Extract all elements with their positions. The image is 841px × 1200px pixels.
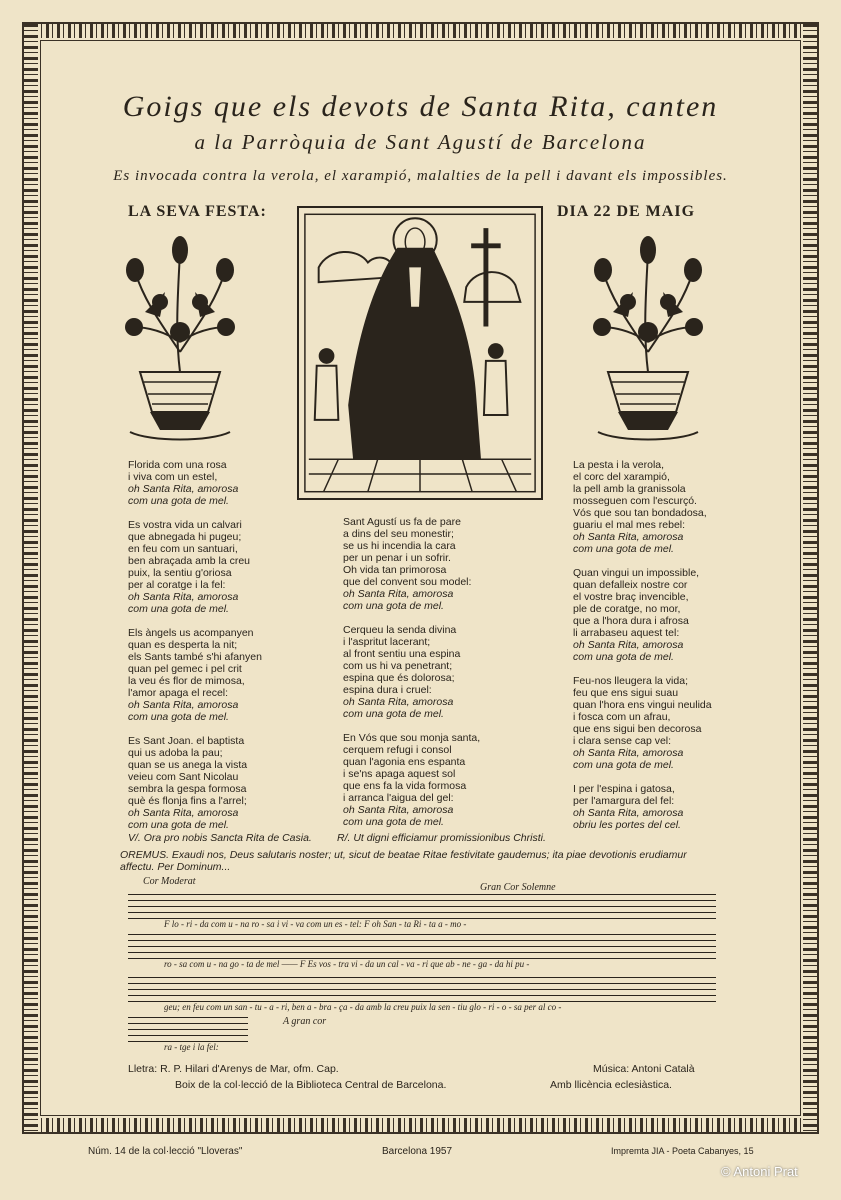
music-score [128, 876, 716, 1051]
poem-line: el vostre braç invencible, [573, 591, 689, 603]
poem-line: com una gota de mel. [128, 603, 229, 615]
poem-line: que abnegada hi pugeu; [128, 531, 242, 543]
poem-line: quan l'hora ens vingui neulida [573, 699, 712, 711]
flower-vase-left-icon [120, 232, 240, 442]
poem-line: I per l'espina i gatosa, [573, 783, 675, 795]
poem-column-3 [573, 459, 712, 831]
poem-line: la pell amb la granissola [573, 483, 686, 495]
poem-line: i viva com un estel, [128, 471, 218, 483]
lyrics-line-4: ra - tge i la fel: [164, 1042, 219, 1052]
poem-line: guariu el mal mes rebel: [573, 519, 686, 531]
poem-line: i clara sense cap vel: [573, 735, 672, 747]
poem-line: qui us adoba la pau; [128, 747, 223, 759]
ornament-band-top [24, 24, 817, 38]
poem-line: En Vós que sou monja santa, [343, 732, 481, 744]
lyrics-line-1: F lo - ri - da com u - na ro - sa i vi - va com un es - tel: F oh San - ta Ri - ta a - mo - [164, 919, 467, 929]
poem-line: Quan vingui un impossible, [573, 567, 700, 579]
oremus-line-2: affectu. Per Dominum... [120, 861, 231, 873]
footer-printer: Impremta JIA - Poeta Cabanyes, 15 [611, 1146, 754, 1156]
poem-line: Cerqueu la senda divina [343, 624, 457, 636]
flower-vase-right-icon [588, 232, 708, 442]
tempo-mark-3: A gran cor [283, 1016, 327, 1027]
poem-line: Feu-nos lleugera la vida; [573, 675, 688, 687]
invocation-line: Es invocada contra la verola, el xarampió, malalties de la pell i davant els impossibles. [113, 168, 728, 184]
poem-line: ben abraçada amb la creu [128, 555, 250, 567]
stave-2 [128, 934, 716, 958]
poem-line: quan pel gemec i pel crit [128, 663, 242, 675]
poem-column-1 [128, 459, 262, 831]
stanza-gap [128, 507, 262, 519]
poem-line: que ens sigui ben decorosa [573, 723, 702, 735]
poem-line: cerquem refugi i consol [343, 744, 452, 756]
poem-line: com una gota de mel. [128, 495, 229, 507]
poem-line: sembra la gespa formosa [128, 783, 247, 795]
poem-line: i se'ns apaga aquest sol [343, 768, 456, 780]
poem-line: com una gota de mel. [128, 711, 229, 723]
poem-line: Els àngels us acompanyen [128, 627, 254, 639]
poem-line: Es vostra vida un calvari [128, 519, 242, 531]
stave-1 [128, 894, 716, 918]
poem-line: que a l'hora dura i afrosa [573, 615, 689, 627]
poem-line: oh Santa Rita, amorosa [573, 531, 684, 543]
poem-line: quan se us anega la vista [128, 759, 248, 771]
poem-line: oh Santa Rita, amorosa [573, 639, 684, 651]
page-subtitle: a la Parròquia de Sant Agustí de Barcelona [194, 130, 647, 154]
poem-line: oh Santa Rita, amorosa [343, 588, 454, 600]
poem-line: puix, la sentiu g'oriosa [128, 567, 232, 579]
stave-3 [128, 977, 716, 1001]
poem-line: Sant Agustí us fa de pare [343, 516, 461, 528]
response: R/. Ut digni efficiamur promissionibus Christi. [337, 832, 546, 844]
stanza-gap [128, 615, 262, 627]
poem-line: com us hi va penetrant; [343, 660, 453, 672]
poem-line: i fosca com un afrau, [573, 711, 671, 723]
poem-line: per un penar i un sofrir. [343, 552, 451, 564]
credits-music: Música: Antoni Català [593, 1063, 695, 1075]
oremus-line-1: OREMUS. Exaudi nos, Deus salutaris noster; ut, sicut de beatae Ritae festivitate gaudemus; ita piae devotionis erudiamur [120, 849, 687, 861]
poem-line: i arranca l'aigua del gel: [343, 792, 454, 804]
poem-line: quan l'agonia ens espanta [343, 756, 466, 768]
poem-column-2 [343, 516, 480, 828]
ornament-band-bottom [24, 1118, 817, 1132]
poem-line: per al coratge i la fel: [128, 579, 226, 591]
lyrics-line-2: ro - sa com u - na go - ta de mel —— F Es vos - tra vi - da un cal - va - ri que ab - ne - ga - da hi pu - [164, 959, 530, 969]
footer-collection-number: Núm. 14 de la col·lecció "Lloveras" [88, 1146, 243, 1157]
poem-line: per l'amargura del fel: [573, 795, 675, 807]
poem-line: al front sentiu una espina [343, 648, 461, 660]
poem-line: com una gota de mel. [573, 543, 674, 555]
stanza-gap [573, 771, 712, 783]
poem-line: oh Santa Rita, amorosa [128, 807, 239, 819]
poem-line: oh Santa Rita, amorosa [128, 699, 239, 711]
poem-line: el corc del xarampió, [573, 471, 670, 483]
lyrics-line-3: geu; en feu com un san - tu - a - ri, ben a - bra - ça - da amb la creu puix la sen - tiu glo - ri - o - sa per al co - [164, 1002, 562, 1012]
poem-line: com una gota de mel. [343, 600, 444, 612]
poem-line: com una gota de mel. [573, 651, 674, 663]
stanza-gap [573, 555, 712, 567]
poem-line: els Sants també s'hi afanyen [128, 651, 262, 663]
poem-line: Oh vida tan primorosa [343, 564, 447, 576]
stave-4 [128, 1017, 248, 1041]
poem-line: oh Santa Rita, amorosa [128, 483, 239, 495]
poem-line: oh Santa Rita, amorosa [573, 807, 684, 819]
credits-boix: Boix de la col·lecció de la Biblioteca Central de Barcelona. [175, 1079, 447, 1091]
poem-line: ple de coratge, no mor, [573, 603, 681, 615]
footer-city-year: Barcelona 1957 [382, 1146, 453, 1157]
poem-line: Es Sant Joan. el baptista [128, 735, 245, 747]
poem-line: què és flonja fins a l'arrel; [128, 795, 247, 807]
poem-line: i l'aspritut lacerant; [343, 636, 431, 648]
poem-line: oh Santa Rita, amorosa [343, 696, 454, 708]
poem-line: mosseguen com l'escurçó. [573, 495, 697, 507]
poem-line: espina dura i cruel: [343, 684, 432, 696]
poem-line: oh Santa Rita, amorosa [128, 591, 239, 603]
poem-line: com una gota de mel. [573, 759, 674, 771]
poem-line: obriu les portes del cel. [573, 819, 681, 831]
santa-rita-engraving-icon [297, 206, 543, 500]
page-title: Goigs que els devots de Santa Rita, canten [122, 90, 719, 123]
poem-line: feu que ens sigui suau [573, 687, 679, 699]
poem-line: com una gota de mel. [343, 708, 444, 720]
stanza-gap [343, 720, 480, 732]
poem-line: l'amor apaga el recel: [128, 687, 229, 699]
poem-line: li arrabaseu aquest tel: [573, 627, 680, 639]
poem-line: Florida com una rosa [128, 459, 227, 471]
stanza-gap [128, 723, 262, 735]
credits-license: Amb llicència eclesiàstica. [550, 1079, 672, 1091]
festa-label: LA SEVA FESTA: [128, 203, 267, 220]
festa-date: DIA 22 DE MAIG [557, 203, 696, 220]
poem-line: veieu com Sant Nicolau [128, 771, 239, 783]
versicle: V/. Ora pro nobis Sancta Rita de Casia. [128, 832, 312, 844]
tempo-mark-2: Gran Cor Solemne [480, 882, 556, 893]
poem-line: a dins del seu monestir; [343, 528, 454, 540]
poem-line: que ens fa la vida formosa [343, 780, 467, 792]
poem-line: quan defalleix nostre cor [573, 579, 688, 591]
poem-line: espina que és dolorosa; [343, 672, 455, 684]
poem-line: La pesta i la verola, [573, 459, 665, 471]
watermark: © Antoni Prat [721, 1164, 798, 1179]
poem-line: la veu és flor de mimosa, [128, 675, 245, 687]
poem-line: se us hi incendia la cara [343, 540, 456, 552]
credits-lyrics: Lletra: R. P. Hilari d'Arenys de Mar, ofm. Cap. [128, 1063, 339, 1075]
poem-line: quan es desperta la nit; [128, 639, 238, 651]
poem-line: com una gota de mel. [343, 816, 444, 828]
tempo-mark-1: Cor Moderat [143, 876, 196, 887]
poem-line: oh Santa Rita, amorosa [573, 747, 684, 759]
poem-line: oh Santa Rita, amorosa [343, 804, 454, 816]
ornament-band-left [24, 24, 38, 1132]
stanza-gap [343, 612, 480, 624]
stanza-gap [573, 663, 712, 675]
poem-line: que del convent sou model: [343, 576, 472, 588]
ornament-band-right [803, 24, 817, 1132]
poem-line: com una gota de mel. [128, 819, 229, 831]
poem-line: en feu com un santuari, [128, 543, 238, 555]
poem-line: Vós que sou tan bondadosa, [573, 507, 707, 519]
